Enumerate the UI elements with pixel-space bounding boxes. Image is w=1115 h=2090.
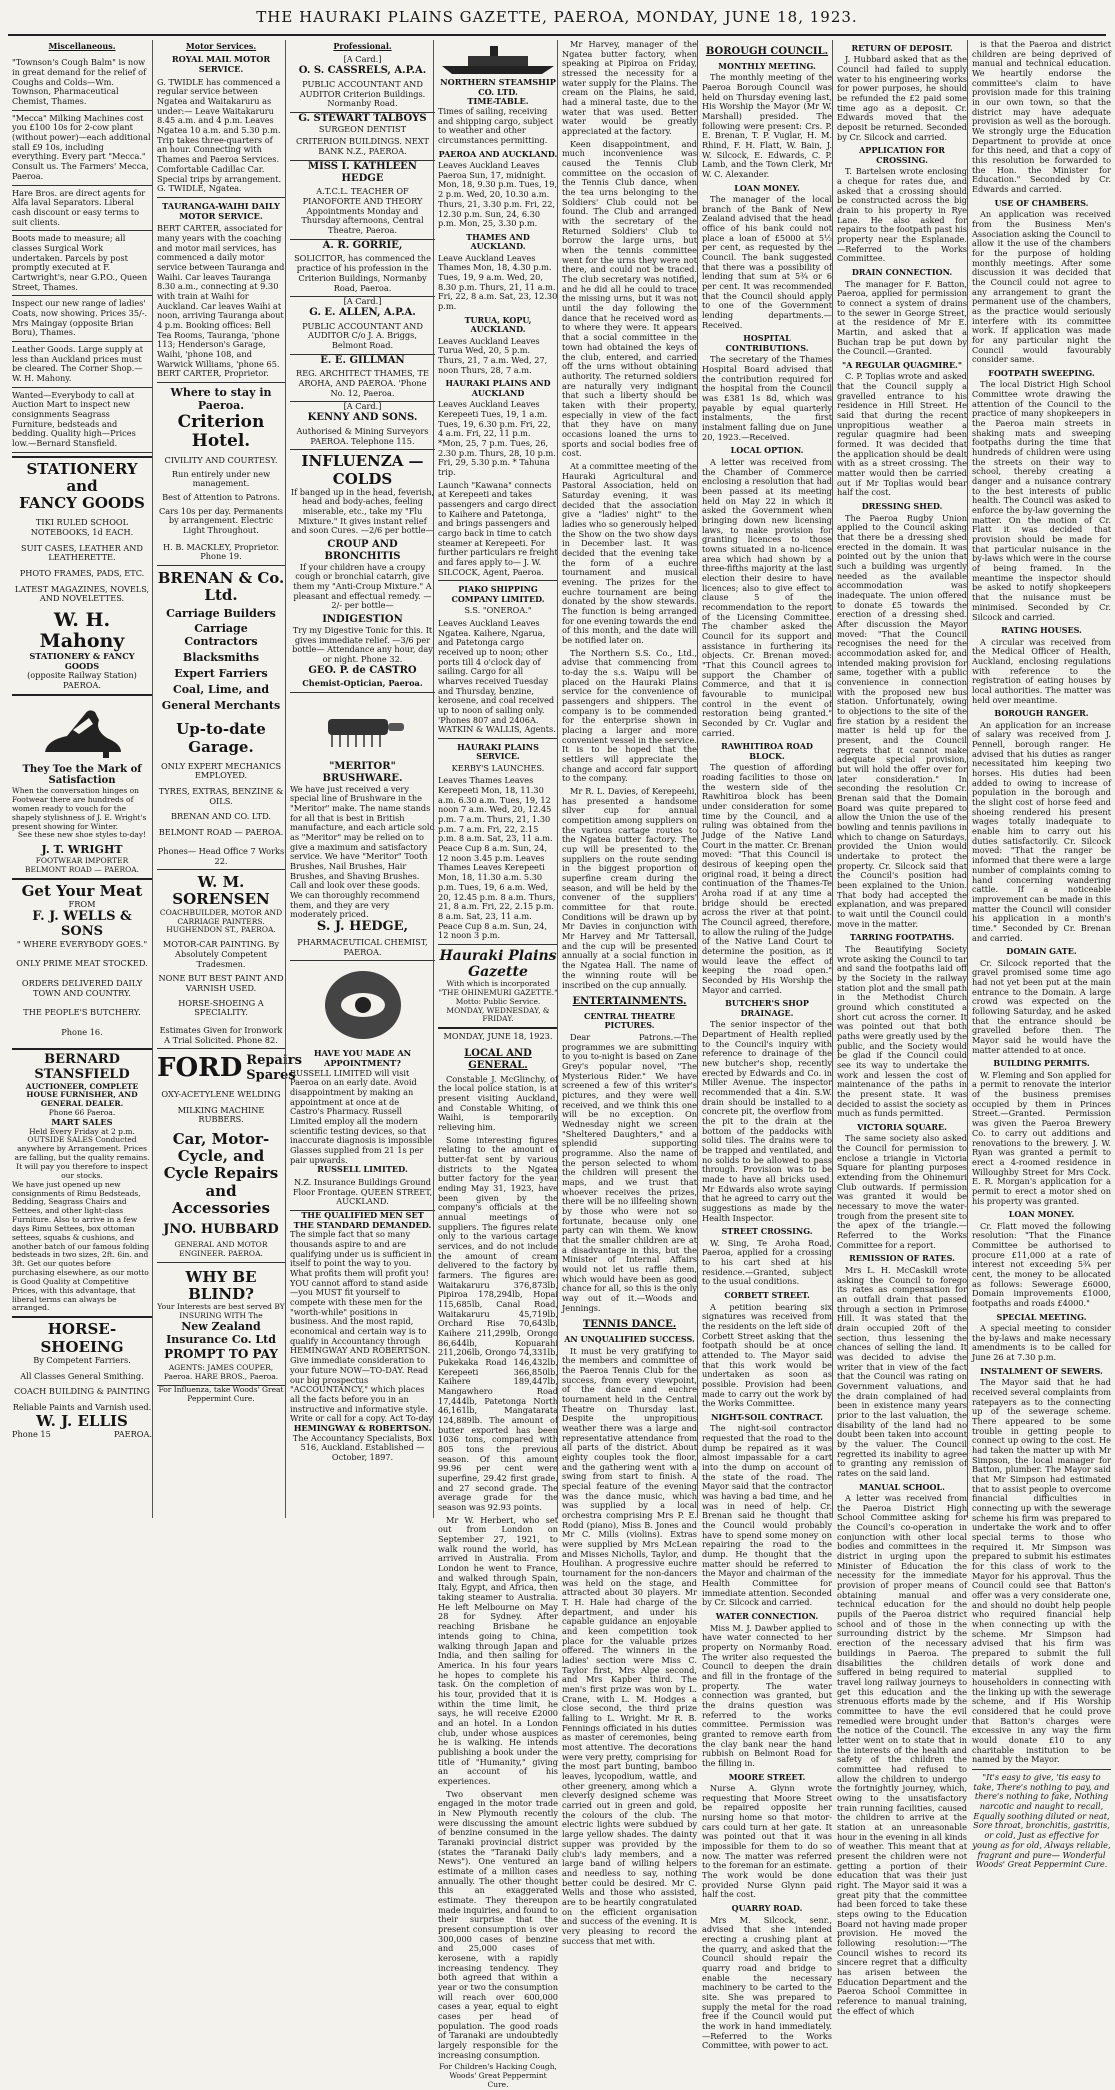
boot-see: See these new shoe styles to-day!	[17, 830, 147, 840]
c7-text-4: The Paeroa Rugby Union applied to the Council asking that there be a dressing shed erected in the domain. It was pointed out by the union that such a building was urgently needed as the available accommodation was inadequate. The union offered to donate £5 towards the erection of a dressing shed. After discussion the Mayor moved: "That the Council recognises the need for the accommodation asked for, and intended making provision for same, together with a public convenience in connection with the proposed new bus station. Unfortunately, owing to objections to the site of the fire station by a resident the matter is held up for the present, and the Council regrets that it cannot make adequate special provision, but will hold the offer over for later consideration." In seconding the resolution Cr. Brenan said that the Domain Board was quite prepared to allow the Union the use of the bowling and tennis pavilions in which to change on Saturdays, provided the Union would undertake to protect the property. Cr. Silcock said that the Council's position had been explained to the Union. That body had accepted the explanation, and was prepared to wait until the Council could move in the matter.	[837, 512, 967, 929]
column-2	[152, 40, 302, 1518]
section-head-professional: Professional.	[333, 41, 392, 51]
blind-heading: WHY BE BLIND?	[185, 1267, 257, 1304]
c6-head-8: WATER CONNECTION.	[715, 1611, 819, 1622]
cassrels-name: O. S. CASSRELS, A.P.A.	[298, 65, 427, 77]
hubbard-name: JNO. HUBBARD	[163, 1222, 279, 1238]
insure-text: Your Interests are best served BY INSURING WITH The	[157, 1302, 285, 1321]
brenan-line-4: Expert Farriers	[174, 667, 268, 681]
c7-head-0: RETURN OF DEPOSIT.	[851, 43, 953, 53]
section-head-motor: Motor Services.	[185, 41, 257, 51]
croup-heading: CROUP AND BRONCHITIS	[324, 539, 401, 562]
pa-text: Leaves Auckland Leaves Paeroa Sun, 17, midnight. Mon, 18, 9.30 p.m. Tues, 19, 2 p.m. Wed, 20, 10.30 a.m. Thurs, 21, 3.30 p.m. Fri, 22, 12.30 p.m. Sun, 24, 6.30 p.m. Mon, 25, 3.30 p.m.	[438, 160, 558, 229]
c7-head-1: APPLICATION FOR CROSSING.	[859, 145, 945, 165]
garage-belmont: BELMONT ROAD — PAEROA.	[158, 827, 284, 838]
ad-coats: Inspect our new range of ladies' Coats, now showing. Prices 35/-. Mrs Maingay (opposite Brian Boru), Thames.	[12, 296, 152, 342]
stansfield-name: BERNARD STANSFIELD	[34, 1051, 130, 1082]
c7-text-0: J. Hubbard asked that as the Council had failed to supply water to his engineering works for power purposes, he should be refunded the £2 paid some time ago as a deposit. Cr. Edwards moved that the deposit be returned. Seconded by Cr. Silcock and carried.	[837, 54, 967, 142]
garage-brenan: BRENAN AND CO. LTD.	[170, 811, 272, 822]
stansfield-sub: AUCTIONEER, COMPLETE HOUSE FURNISHER, AND GENERAL DEALER.	[25, 1081, 139, 1109]
ellis-footer	[12, 1430, 152, 1440]
influenza-footer: For Influenza, take Woods' Great Peppermint Cure.	[158, 1384, 284, 1403]
c8-text-3: An application for an increase of salary was received from J. Pennell, borough ranger. He advised that his duties as ranger necessitated him keeping two horses. His duties had been added to owing to increase of population in the borough and the slight cost of horse feed and shoeing rendered his present wages totally inadequate to enable him to carry out his duties satisfactorily. Cr. Silcock moved: "That the ranger be informed that there were a large number of complaints coming to hand concerning wandering cattle. If a noticeable improvement can be made in this matter the Council will consider his application in a month's time." Seconded by Cr. Brenan and carried.	[972, 719, 1111, 943]
mart-body: We have just opened up new consignments of Rimu Bedsteads, Bedding, Seagrass Chairs and Settees, and other light-class Furniture. Also to arrive in a few days Rimu Settees, box ottoman settees, squabs & cushions, and another batch of our famous folding bedsteads in two sizes, 2ft. 6in. and 3ft. Get our quotes before purchasing elsewhere, as our motto is Good Quality at Competitive Prices, with this advantage, that liberal terms can always be arranged.	[12, 1179, 150, 1313]
mart-text: Held Every Friday at 2 p.m. OUTSIDE SALES Conducted anywhere by Arrangement. Prices are falling, but the quality remains. It will pay you therefore to inspect our stocks.	[14, 1126, 150, 1180]
steamship-icon	[438, 42, 558, 76]
boot-text: When the conversation hinges on Footwear there are hundreds of women ready to vouch for the shapely stylishness of J. E. Wright's present showing for Winter.	[12, 786, 147, 831]
wright-name: J. T. WRIGHT	[41, 843, 123, 857]
appointment-text: RUSSELL LIMITED will visit Paeroa on an early date. Avoid disappointment by making an appointment at once at de Castro's Pharmacy. Russell Limited employ all the modern scientific testing devices, so that inaccurate diagnosis is impossible. Glasses supplied from 21 1s per pair upwards.	[290, 1067, 435, 1165]
c6-text-1: The secretary of the Thames Hospital Board advised that the contribution required for the hospital from the Council was £381 1s 8d, which was payable by equal quarterly instalments, the first instalment falling due on June 20, 1923.—Received.	[702, 354, 832, 442]
hpa-text: Leaves Auckland Leaves Kerepeeti Tues, 19, 1 a.m. Tues, 19, 6.30 p.m. Fri, 22, 4 a.m. Fri, 22, 11 p.m. *Mon, 25, 7 p.m. Tues, 26, 2.30 p.m. Thurs, 28, 10 p.m. Fri, 29, 5.30 p.m. * Tahuna trip.	[438, 399, 556, 477]
tauranga-heading: TAURANGA-WAIHI DAILY MOTOR SERVICE.	[162, 200, 280, 221]
cure-footer: For Children's Hacking Cough, Woods' Great Peppermint Cure.	[439, 2062, 557, 2090]
appointment-heading: HAVE YOU MADE AN APPOINTMENT?	[313, 1048, 412, 1068]
gillman-sub: REG. ARCHITECT THAMES, TE AROHA, AND PAEROA. 'Phone No. 12, Paeroa.	[290, 366, 435, 402]
c6-head-2: LOCAL OPTION.	[730, 445, 804, 456]
stationery-line-4: LATEST MAGAZINES, NOVELS, AND NOVELETTES.	[14, 583, 150, 604]
stansfield-phone: Phone 66 Paeroa.	[48, 1108, 116, 1118]
paper-sub: With which is incorporated "THE OHINEMURI GAZETTE." Motto: Public Service. MONDAY, WEDNESDAY, & FRIDAY.	[438, 979, 558, 1024]
c7-head-6: VICTORIA SQUARE.	[857, 1121, 947, 1132]
garage-heading: Up-to-date Garage.	[176, 720, 266, 756]
russell-sub: N.Z. Insurance Buildings Ground Floor Frontage. QUEEN STREET, AUCKLAND.	[290, 1175, 435, 1211]
horse-smithing: All Classes General Smithing.	[20, 1370, 144, 1381]
c6-head-7: NIGHT-SOIL CONTRACT.	[711, 1411, 823, 1422]
c6-head-3: RAWHITIROA ROAD BLOCK.	[721, 741, 813, 761]
ford-milking: MILKING MACHINE RUBBERS.	[177, 1104, 265, 1125]
news-para-1: Mr Harvey, manager of the Ngatea butter factory, when speaking at Pipiroa on Friday, stressed the necessity for a water supply for the Plains. The cream on the Plains, he said, had a mineral taste, due to the water that was used. Better water would be greatly appreciated at the factory.	[562, 39, 697, 137]
launch-text: Launch "Kawana" connects at Kerepeeti and takes passengers and cargo direct to Kaihere and Patetonga, and brings passengers and cargo back in time to catch steamer at Kerepeeti. For further particulars re freight and fares apply to— J. W. SILCOCK, Agent, Paeroa.	[438, 478, 558, 582]
sorensen-name: W. M. SORENSEN	[172, 873, 270, 909]
c8-head-4: DOMAIN GATE.	[1006, 946, 1077, 957]
shoe-illustration-icon	[37, 700, 127, 760]
where-heading: Where to stay in Paeroa.	[170, 385, 272, 412]
hemingway-name: HEMINGWAY & ROBERTSON.	[293, 1422, 432, 1433]
croup-text: If your children have a croupy cough or bronchial catarrh, give them my "Anti-Croup Mixture." A pleasant and effectual remedy. —2/- per bottle—	[293, 561, 432, 611]
shedge-sub: PHARMACEUTICAL CHEMIST, PAEROA.	[290, 935, 435, 961]
c8-head-1: FOOTPATH SWEEPING.	[988, 367, 1095, 378]
c8-head-0: USE OF CHAMBERS.	[994, 197, 1089, 208]
c6-head-1: HOSPITAL CONTRIBUTIONS.	[725, 333, 809, 353]
gillman-name: E. E. GILLMAN	[320, 354, 405, 366]
c7-text-7: Mrs L. H. McCaskill wrote asking the Council to forego its rates as compensation for an outfall drain that passed through a section in Primrose Hill. It was stated that the drain occupied 20ft of the section, thus lessening the chances of selling the land. It was decided to advise the writer that in view of the fact that the Council was rating on Government valuations, and the drain complained of had been in existence many years prior to the last valuation, the disability of the land had no doubt been taken into account by the valuer. The Council regretted its inability to agree to granting any remission of rates on the said land.	[837, 1264, 967, 1478]
ford-logo: FORD	[157, 1053, 243, 1084]
c7-text-5: The Beautifying Society wrote asking the Council to tar and sand the footpaths laid off by the Society in the railway station plot and the small path in the Methodist Church ground which constituted a short cut across the corner. It was pointed out that both paths were greatly used by the public, and the Society would be glad if the Council could see its way to undertake the work and lessen the cost of maintenance of the paths in the present state. It was decided to assist the society as much as funds permitted.	[837, 943, 967, 1119]
castro-name: GEO. P. de CASTRO	[308, 664, 417, 676]
criterion-mackley: H. B. MACKLEY, Proprietor. Phone 19.	[157, 540, 285, 566]
eye-illustration-icon	[318, 965, 408, 1045]
mahony-name: W. H. Mahony	[39, 609, 125, 652]
local-heading: LOCAL AND GENERAL.	[464, 1047, 532, 1071]
gorrie-sub: SOLICITOR, has commenced the practice of his profession in the Criterion Buildings, Normanby Road, Paeroa.	[290, 251, 435, 297]
ford-oxy: OXY-ACETYLENE WELDING	[161, 1088, 281, 1099]
timetable-heading: TIME-TABLE.	[467, 96, 529, 107]
indigestion-heading: INDIGESTION	[322, 614, 403, 626]
c6-head-10: QUARRY ROAD.	[731, 1903, 803, 1914]
wells-prime: ONLY PRIME MEAT STOCKED.	[16, 958, 148, 969]
sorensen-horseshoe: HORSE-SHOEING A SPECIALITY.	[178, 997, 264, 1018]
c6-text-6: A petition bearing six signatures was received from the residents on the left side of Corbett Street asking that the footpath should be at once attended to. The Mayor said that this work would be undertaken as soon as possible. Provision had been made to carry out the work by the Works Committee.	[702, 1301, 832, 1409]
pa-heading: PAEROA AND AUCKLAND.	[438, 148, 558, 159]
column-4	[433, 40, 562, 2090]
c7-text-2: The manager for F. Batton, Paeroa, applied for permission to connect a system of drains to the sewer in George Street, at the residence of Mr E. Martin, and asked that a Buchan trap be put down by the Council.—Granted.	[837, 278, 967, 357]
piako-text: Leaves Auckland Leaves Ngatea. Kaihere, Ngarua, and Patetonga cargo received up to noon; other ports till 4 o'clock day of sailing. Cargo for all wharves received Tuesday and Thursday, benzine, kerosene, and coal received up to noon of sailing only. 'Phones 807 and 2406A. WATKIN & WALLIS, Agents.	[438, 616, 558, 739]
allen-name: G. E. ALLEN, A.P.A.	[309, 306, 416, 318]
ta-text: Leave Auckland Leaves Thames Mon, 18, 4.30 p.m. Tues, 19, 9 a.m. Wed, 20, 8.30 p.m. Thurs, 21, 11 a.m. Fri, 22, 8 a.m. Sat, 23, 12.30 p.m.	[438, 252, 558, 312]
allen-sub: PUBLIC ACCOUNTANT AND AUDITOR C/o J. A. Briggs, Belmont Road.	[290, 319, 435, 355]
ad-wanted: Wanted—Everybody to call at Auction Mart to inspect new consignments Seagrass Furniture, bedsteads and bedding. Quality high—Prices low.—Bernard Stansfield.	[12, 388, 152, 453]
section-head-miscellaneous: Miscellaneous.	[48, 41, 116, 51]
ad-mecca: "Mecca" Milking Machines cost you £100 10s for 2-cow plant (without power)—each additional stall £9 10s, including everything. Every part "Mecca." Consult us. The Farmers' Mecca, Paeroa.	[12, 111, 152, 186]
wright-loc: BELMONT ROAD — PAEROA.	[24, 865, 140, 875]
ellis-name: W. J. ELLIS	[36, 1411, 128, 1430]
c8-head-2: RATING HOUSES.	[1001, 625, 1082, 636]
meat-heading: Get Your Meat	[21, 881, 143, 900]
council-intro: The monthly meeting of the Paeroa Borough Council was held on Thursday evening last, His Worship the Mayor (Mr W. Marshall) presided. The following were present: Crs. P. E. Brenan, T. P. Vuglar, H. M. Rhind, F. H. Flatt, W. Bain, J. W. Silcock, E. Edwards, C. P. Lamb, and the Town Clerk, Mr W. C. Alexander.	[702, 72, 832, 179]
stationery-and: and	[66, 476, 98, 495]
card-3: [A Card.]	[343, 401, 382, 412]
mahony-sub: STATIONERY & FANCY GOODS	[29, 650, 135, 671]
onero-heading: S.S. "ONEROA."	[464, 605, 532, 616]
column-5	[557, 39, 701, 1946]
c6-text-9: Nurse A. Glynn wrote requesting that Moore Street be repaired opposite her nursing home so that motor-cars could turn at her gate. It was pointed out that it was impossible for them to do so now. The matter was referred to the foreman for an estimate. The work would be done provided Nurse Glynn paid half the cost.	[702, 1783, 832, 1900]
c6-text-8: Miss M. J. Dawber applied to have water connected to her property on Normanby Road. The writer also requested the Council to deepen the drain and fill in the frontage of the property. The water connection was granted, but the drains question was referred to the works committee. Permission was granted to remove earth from the clay bank near the hand rubbish on Belmont Road for the filling in.	[702, 1622, 832, 1768]
c6-head-0: LOAN MONEY.	[734, 182, 800, 193]
hemingway-sub: The Accountancy Specialists, Box 516, Auckland. Established — October, 1897.	[292, 1432, 433, 1462]
talboys-name: G. STEWART TALBOYS	[298, 112, 427, 124]
masthead: THE HAURAKI PLAINS GAZETTE, PAEROA, MONDAY, JUNE 18, 1923.	[8, 8, 1106, 36]
kenny-sub: Authorised & Mining Surveyors PAEROA. Telephone 115.	[290, 424, 435, 450]
ford-repairs: Repairs	[246, 1053, 302, 1069]
wells-phone: Phone 16.	[61, 1027, 103, 1038]
council-heading: BOROUGH COUNCIL.	[705, 46, 829, 57]
column-6	[697, 40, 836, 2051]
c6-text-2: A letter was received from the Chamber of Commerce enclosing a resolution that had been passed at its meeting held on May 22 in which it asked the Government when bringing down new licensing laws, to make provision for granting licences to those towns situated in a no-licence area which had shown by a three-fifths majority at the last election their desire to have licences; also to give effect to clause 5 of the recommendation to the report of the Licensing Committee. The chamber asked the Council for its support and assistance in furthering its objects. Cr. Brenan moved: "That this Council agrees to support the Chamber of Commerce, and that it is favourable to municipal control in the event of restoration being granted." Seconded by Cr. Vuglar and carried.	[702, 456, 832, 738]
card-2: [A Card.]	[343, 296, 382, 307]
wells-butchery: THE PEOPLE'S BUTCHERY.	[23, 1007, 141, 1018]
column-7	[832, 40, 971, 2016]
central-text: Dear Patrons.—The programmes we are submitting to you to-night is based on Zane Grey's popular novel, "The Mysterious Rider." We have screened a few of this writer's pictures, and they were well received, and we think this one will be no exception. On Wednesday night we screen "Sheltered Daughters," and a splendid supporting programme. Also the name of the person selected to whom the children will present the maps, and we trust that whoever receives the prizes, there will be no illfeeling shown by those who were not so fortunate, because only one party can win them. We know that the smaller children are at a disadvantage in this, but the Minister of Internal Affairs would not let us raffle them, which would have been as good chance for all, so this is the only way out of it.—Woods and Jennings.	[562, 1031, 697, 1313]
news-para-2: Keen disappointment, and much inconvenience was caused the Tennis Club committee on the occasion of the Tennis Club dance, when the tea urns belonging to the Soldiers' Club could not be found. The Club and arranged with the secretary of the Returned Soldiers' Club to borrow the large urns, but when the tennis committee went for the urns they were not there, and could not be traced. The club secretary was notified, and he did all he could to trace the missing urns, but it was not until the day following the dance that he received word as to where they were. It appears that a social committee in the town had obtained the keys of the club, entered, and carried off the urns without obtaining authority. The returned soldiers are naturally very indignant that such a liberty should be taken with their property, especially in view of the fact that they have on many occasions loaned the urns to sports and social bodies free of cost.	[562, 138, 697, 459]
nzins-name: New Zealand Insurance Co. Ltd	[166, 1320, 276, 1346]
wells-orders: ORDERS DELIVERED DAILY TOWN AND COUNTRY.	[21, 978, 143, 998]
c7-head-3: "A REGULAR QUAGMIRE."	[841, 359, 962, 370]
horse-heading: HORSE-SHOEING	[40, 1320, 124, 1356]
ad-boots: Boots made to measure; all classes Surgical Work undertaken. Parcels by post promptly executed at F. Cartwright's, near G.P.O., Queen Street, Thames.	[12, 231, 152, 296]
tennis-text: It must be very gratifying to the members and committee of the Paeroa Tennis Club for the success, from every viewpoint, of the dance and euchre tournament held in the Central Theatre on Thursday last. Despite the unpropitious weather there was a large and representative attendance from all parts of the district. About eighty couples took the floor, and the gathering went with a swing from start to finish. A special feature of the evening was the dance music, which was supplied by a local orchestra comprising Mrs P. E. Rodd (piano), Miss B. Jones and Mr C. Mills (violins). Extras were supplied by Mrs McLean and Misses Nicholls, Taylor, and Houlihan. A progressive euchre tournament for the non-dancers was held on the stage, and attracted about 30 players. Mr T. H. Hale had charge of the department, and under his capable guidance an enjoyable and keen competition took place for the valuable prizes offered. The winners in the ladies' section were Miss C. Taylor first, Mrs Alpe second, and Mrs Kapber third. The men's first prize was won by L. Crane, with L. M. Hodges a close second, the third prize falling to L. Wright. Mr R. B. Fennings officiated in his duties as master of ceremonies, being most attentive. The decorations were very pretty, comprising for the most part bunting, bamboo leaves, lycopodium, wattle, and other greenery, among which a cleverly designed scheme was carried out in green and gold, the colours of the club. The electric lights were subdued by large yellow shades. The dainty supper was provided by the club's lady members, and a large band of willing helpers and needless to say, nothing better could be desired. Mr C. Wells and those who assisted, are to be heartily congratulated on the efficient organisation and success of the evening. It is very pleasing to record the success that met with.	[562, 1345, 697, 1946]
stationery-line-2: SUIT CASES, LEATHER AND LEATHERETTE.	[21, 542, 143, 563]
gorrie-name: A. R. GORRIE,	[322, 239, 403, 251]
brenan-heading: BRENAN & Co. Ltd.	[157, 569, 285, 605]
meritor-heading: "MERITOR" BRUSHWARE.	[322, 761, 403, 784]
brenan-line-6: General Merchants	[161, 699, 281, 713]
c8-text-7: A special meeting to consider the by-laws and make necessary amendments is to be called for June 26 at 7.30 p.m.	[972, 1323, 1111, 1363]
royal-text: G. TWIDLE has commenced a regular service between Ngatea and Waitakaruru as under:— Leave Waitakaruru 8.45 a.m. and 4 p.m. Leaves Ngatea 10 a.m. and 5.30 p.m. Trip takes three-quarters of an hour. Connecting with Thames and Paeroa Services. Comfortable Cadillac Car. Special trips by arrangement. G. TWIDLE, Ngatea.	[157, 75, 285, 198]
wright-sub: FOOTWEAR IMPORTER	[35, 856, 129, 866]
ad-hare-bros: Hare Bros. are direct agents for Alfa laval Separators. Liberal cash discount or easy terms to suit clients.	[12, 186, 152, 232]
c7-head-4: DRESSING SHED.	[861, 501, 943, 512]
ad-townson: "Townson's Cough Balm" is now in great demand for the relief of Coughs and Colds—Wm. Townson, Pharmaceutical Chemist, Thames.	[12, 55, 152, 110]
c8-text-5: W. Fleming and Son applied for a permit to renovate the interior of the business premises occupied by them in Princes Street.—Granted. Permission was given the Paeroa Brewery Co. to carry out additions and renovations to the brewery. J. W. Ryan was granted a permit to erect a 4-roomed residence in Willoughby Street for Mrs Cock. E. R. Morgan's application for a permit to erect a motor shed on his property was granted.	[972, 1069, 1111, 1206]
influenza-text: If banged up in the head, feverish, head and body-aches, feeling miserable, etc., take my "Flu Mixture." It gives instant relief and soon Cures. —2/6 per bottle—	[290, 486, 435, 536]
c8-head-6: LOAN MONEY.	[1008, 1209, 1075, 1220]
mart-heading: MART SALES	[51, 1116, 113, 1127]
nzins-agents: AGENTS: JAMES COUPER, Paeroa. HARE BROS., Paeroa.	[157, 1361, 285, 1386]
sorensen-sub: COACHBUILDER, MOTOR AND CARRIAGE PAINTERS. HUGHENDON ST., PAEROA.	[159, 907, 283, 935]
tk-heading: TURUA, KOPU, AUCKLAND.	[464, 314, 532, 335]
paper-title: Hauraki Plains Gazette	[439, 947, 557, 980]
c7-head-7: REMISSION OF RATES.	[849, 1253, 955, 1264]
hedge-name: MISS I. KATHLEEN HEDGE	[308, 160, 417, 184]
horse-sub: By Competent Farriers.	[33, 1354, 131, 1365]
c6-text-7: The night-soil contractor requested that the road to the dump be repaired as it was almost impassable for a cart into the dump on account of the state of the road. The Mayor said that the contractor was having a bad time, and he was in need of help. Cr. Brenan said he thought that the Council would probably have to spend some money on repairing the road to the dump. He thought that the matter should be referred to the Mayor and chairman of the Health Committee for immediate attention. Seconded by Cr. Silcock and carried.	[702, 1423, 832, 1608]
hubbard-sub: GENERAL AND MOTOR ENGINEER. PAEROA.	[157, 1238, 285, 1263]
local-para-4: Two observant men engaged in the motor trade in New Plymouth recently were discussing the amount of benzine consumed in the Taranaki provincial district (states the "Taranaki Daily News"). One ventured an estimate of a million cases annually. The other thought this an exaggerated estimate. They thereupon made inquiries, and found to their surprise that the present consumption is over 300,000 cases of benzine and 25,000 cases of kerosene, with a rapidly increasing tendency. They both agreed that within a year or two the consumption will reach over 600,000 cases a year, equal to eight cases per head of population. The good roads of Taranaki are undoubtedly largely responsible for the increasing consumption.	[438, 1788, 558, 2060]
russell-name: RUSSELL LIMITED.	[317, 1164, 408, 1175]
tauranga-text: BERT CARTER, associated for many years with the coaching and motor mail services, has commenced a daily motor service between Tauranga and Waihi. Car leaves Tauranga 8.30 a.m., connecting at 9.30 with train at Waihi for Auckland. Car leaves Waihi at noon, arriving Tauranga about 4 p.m. Booking offices: Bell Tea Rooms, Tauranga, 'phone 113; Henderson's Garage, Waihi, 'phone 108, and Warwick Williams, 'phone 65. BERT CARTER, Proprietor.	[157, 221, 285, 383]
mahony-town: PAEROA.	[62, 679, 102, 690]
qualified-heading: THE QUALIFIED MEN SET THE STANDARD DEMANDED.	[293, 1210, 432, 1230]
c8-text-8: The Mayor said that he had received several complaints from ratepayers as to the connecting up of the sewerage scheme. There appeared to be some trouble in getting people to connect up owing to the cost. He had taken the matter up with Mr Simpson, the local manager for Batton, plumber. The Mayor said that Mr Simpson had estimated that to assist people to overcome financial difficulties in connecting up with the sewerage scheme his firm was prepared to undertake the work and to offer special terms to those who required it. Mr Simpson was prepared to submit his estimates for this class of work to the Mayor for his approval. Thus the Council could see that Batton's offer was a very considerate one, and should no doubt help people who required financial help when connecting up with the scheme. Mr Simpson had advised that his firm was prepared to submit the full details of work done and material supplied to householders in connecting with the linking up with the sewerage scheme, and if His Worship considered that he could prove that Batton's charges were excessive in any way the firm would donate £10 to any charitable institution to be named by the Mayor.	[972, 1377, 1111, 1765]
garage-tyres: TYRES, EXTRAS, BENZINE & OILS.	[158, 786, 284, 806]
c6-text-0: The manager of the local branch of the Bank of New Zealand advised that the head office of his bank could not place a loan of £5000 at 5½ per cent, as requested by the Council. The bank suggested that there was a possibility of lending that sum at 5¾ or 6 per cent. It was recommended that the Council should apply to one of the Government lending departments.—Received.	[702, 194, 832, 330]
meritor-text: We have just received a very special line of Brushware in the "Meritor" make. The name stands for all that is best in British manufacture, and each article sold as "Meritor" may be relied on to give a maximum and satisfactory service. We have "Meritor" Tooth Brushes, Nail Brushes, Hair Brushes, and Shaving Brushes. Call and look over these goods. We can thoroughly recommend them, and they are very moderately priced.	[290, 783, 435, 920]
ford-car: Car, Motor-Cycle, and Cycle Repairs and Accessories	[163, 1129, 279, 1217]
peppermint-poem: "It's easy to give, 'tis easy to take, There's nothing to pay, and there's nothing to fake, Nothing narcotic and naught to recall, Equally soothing diluted or neat, Sore throat, bronchitis, gastritis, or cold, Just as effective for young as for old, Always reliable, fragrant and pure— Wonderful Woods' Great Peppermint Cure.	[972, 1769, 1111, 1870]
brush-illustration-icon	[318, 697, 408, 757]
stationery-line-1: TIKI RULED SCHOOL NOTEBOOKS, 1d EACH.	[30, 517, 134, 538]
criterion-heading: Criterion Hotel.	[177, 411, 265, 452]
entertainments-heading: ENTERTAINMENTS.	[572, 996, 687, 1008]
ellis-town: PAEROA.	[113, 1428, 152, 1439]
tk-text: Leaves Auckland Leaves Turua Wed, 20, 5 p.m. Thurs, 21, 7 a.m. Wed, 27, noon Thurs, 28, 7 a.m.	[438, 335, 548, 375]
c8-head-7: SPECIAL MEETING.	[996, 1311, 1087, 1322]
cassrels-sub: PUBLIC ACCOUNTANT AND AUDITOR Criterion Buildings. Normanby Road.	[290, 77, 435, 113]
c6-head-9: MOORE STREET.	[728, 1771, 806, 1782]
influenza-heading: INFLUENZA — COLDS	[301, 452, 424, 488]
column-3	[285, 40, 439, 1518]
c7-head-2: DRAIN CONNECTION.	[851, 267, 953, 278]
c8-text-1: The local District High School Committee wrote drawing the attention of the Council to the practice of many shopkeepers in the Paeroa main streets in shaking mats and sweeping footpaths during the time that hundreds of children were using the streets on their way to school, thereby creating a danger and a nuisance contrary to the best interests of public health. The Council was asked to enforce the by-law governing the matter. On the motion of Cr. Flatt it was decided that provision should be made for that particular nuisance in the by-laws which were in the course of being framed. In the meantime the inspector should be asked to notify shopkeepers that the nuisance must be minimised. Seconded by Cr. Silcock and carried.	[972, 379, 1111, 622]
ford-ad	[157, 1053, 302, 1084]
c7-text-8: A letter was received from the Paeroa District High School Committee asking for the Council's co-operation in conjunction with other local bodies and committees in the district in urging upon the Minister of Education the necessity for the immediate provision of proper means of obtaining manual and technical education for the pupils of the Paeroa district school and of those in the surrounding district by the erection of the necessary buildings in Paeroa. The disabilities the children suffered in being required to travel long railway journeys to get this education and the strenuous efforts made by the committee to have the evil remedied were brought under the notice of the Council. The letter went on to state that in the interests of the health and safety of the children the committee had refused to allow the children to undergo the fortnightly journey, which, owing to the unsatisfactory train running facilities, caused the children to arrive at the station at an unreasonable hour in the evening in all kinds of weather. This meant that at present the children were not getting a portion of their education that was their just right. The Mayor said it was a great pity that the committee had been forced to take these steps owing to the Education Board not having made proper provision. He moved the following resolution:—"The Council wishes to record its sincere regret that a difficulty has arisen between the Education Department and the Paeroa School Committee in reference to manual training, the effect of which	[837, 1493, 967, 2016]
brenan-line-1: Carriage Builders	[166, 606, 276, 620]
garage-mechanics: ONLY EXPERT MECHANICS EMPLOYED.	[160, 760, 282, 781]
paper-date: MONDAY, JUNE 18, 1923.	[443, 1031, 553, 1042]
c8-head-5: BUILDING PERMITS.	[993, 1058, 1090, 1069]
garage-phones: Phones— Head Office 7 Works 22.	[157, 844, 285, 870]
c8-intro: is that the Paeroa and district children are being deprived of manual and technical education. We heartily endorse the committee's claim to have provision made for this training in our own town, so that the district may have adequate provision as well as the borough. We strongly urge the Education Department to provide at once for this need, and that a copy of this resolution be forwarded to the Hon. the Minister for Education." Seconded by Cr. Edwards and carried.	[972, 39, 1111, 195]
c7-head-8: MANUAL SCHOOL.	[859, 1481, 945, 1492]
royal-heading: ROYAL MAIL MOTOR SERVICE.	[171, 54, 271, 75]
horse-varnish: Reliable Paints and Varnish used.	[12, 1401, 152, 1412]
brenan-line-2: Carriage Contractors	[184, 622, 258, 649]
sorensen-motorcar: MOTOR-CAR PAINTING. By Absolutely Competent Tradesmen.	[162, 939, 280, 969]
brenan-line-3: Blacksmiths	[182, 651, 260, 665]
c6-text-3: The question of affording roading facilities to those on the western side of the Rawhitiroa block has been under consideration for some time by the Council, and a ruling was obtained from the Judge of the Native Land Court in the matter. Cr. Brenan moved: "That this Council is desirous of keeping open the original road, it being a direct continuation of the Thames-Te Aroha road if at any time a bridge should be erected across the river at that point. The Council agreed, therefore, to allow the ruling of the Judge of the Native Land Court to determine the position, as it would leave the effect of keeping the road open." Seconded by His Worship the Mayor and carried.	[702, 762, 832, 995]
local-para-2: Some interesting figures relating to the amount of butter-fat sent by various districts to the Ngatea butter factory for the year ending May 31, 1923, have been given by the company's officials at the annual meetings of suppliers. The figures relate only to the various cartage services, and do not include the amount of cream delivered to the factory by farmers. The figures are: Waitakaruru 376,873lb, Pipiroa 178,294lb, Hopai 115,685lb, Canal Road, Waitakaruru 45,719lb, Orchard Rise 70,643lb, Kaihere 211,299lb, Orongo 86,644lb, Kopuarahi 211,206lb, Orongo 74,331lb, Pukekaka Road 146,432lb, Kerepeeti 366,850lb, Kaihere 189,447lb, Mangawhero Road 17,444lb, Patetonga North 46,161lb, Mangatarata 124,889lb. The amount of butter exported has been 1036 tons, compared with 805 tons the previous season. Of this amount 99.96 per cent were superfine, 29.42 first grade, and 27 second grade. The average grade for the season was 92.93 points.	[438, 1134, 558, 1513]
monthly-heading: MONTHLY MEETING.	[718, 60, 816, 71]
piako-heading: PIAKO SHIPPING COMPANY LIMITED.	[451, 584, 545, 604]
hpa-heading: HAURAKI PLAINS AND AUCKLAND	[445, 378, 551, 398]
criterion-best: Best of Attention to Patrons.	[162, 491, 280, 502]
c7-text-6: The same society also asked the Council for permission to enclose a triangle in Victoria Square for planting purposes extending from the Ohinemuri Club outwards. If permission was granted it would be necessary to move the water-trough from the present site to the apex of the triangle.—Referred to the Works Committee for a report.	[837, 1133, 967, 1250]
kenny-name: KENNY AND SONS.	[307, 412, 418, 424]
sorensen-nonebut: NONE BUT BEST PAINT AND VARNISH USED.	[158, 973, 284, 993]
criterion-cars: Cars 10s per day. Permanents by arrangement. Electric Light Throughout.	[159, 505, 283, 535]
c6-head-5: STREET CROSSING.	[721, 1226, 813, 1237]
c6-head-6: CORBETT STREET.	[724, 1290, 810, 1301]
kerby-heading: KERBY'S LAUNCHES.	[451, 762, 545, 773]
stationery-heading: STATIONERY	[26, 459, 138, 478]
company-name: NORTHERN STEAMSHIP CO. LTD.	[440, 77, 556, 97]
sorensen-estimates: Estimates Given for Ironwork A Trial Solicited. Phone 82.	[157, 1023, 285, 1049]
stationery-fancy: FANCY GOODS	[19, 494, 145, 513]
talboys-loc: CRITERION BUILDINGS. NEXT BANK N.Z., PAEROA.	[290, 134, 435, 160]
c8-head-8: INSTALMENT OF SEWERS.	[980, 1365, 1103, 1376]
card-1: [A Card.]	[343, 54, 382, 65]
nzins-prompt: PROMPT TO PAY	[164, 1346, 278, 1361]
c8-text-4: Cr. Silcock reported that the gravel promised some time ago had not yet been put at the main entrance to the Domain. A large crowd was expected on the following Saturday, and he asked that the entrance should be gravelled before then. The Mayor said he would have the matter attended to at once.	[972, 957, 1111, 1055]
wells-sub: " WHERE EVERYBODY GOES."	[16, 938, 148, 949]
news-para-5: Mr R. L. Davies, of Kerepeehi, has presented a handsome silver cup for annual competition among suppliers on the various cartage routes to the Ngatea butter factory. The cup will be presented to the suppliers on the route sending in the biggest proportion of superfine cream during the season, and will be held by the convener of the suppliers' committee for that route. Conditions will be drawn up by Mr Davies in conjunction with Mr Harvey and Mr Tattersall, and the cup will be presented annually at a social function in the Ngatea Hall. The name of the winning route will be inscribed on the cup annually.	[562, 786, 697, 990]
column-1	[8, 40, 156, 1518]
central-heading: CENTRAL THEATRE PICTURES.	[583, 1010, 676, 1031]
ta-heading: THAMES AND AUCKLAND.	[466, 231, 530, 252]
c7-text-1: T. Bartelsen wrote enclosing a cheque for rates due, and asked that a crossing should be constructed across the big drain to his property in Rye Lane. He also asked for repairs to the footpath past his property near the Esplanade.—Referred to the Works Committee.	[837, 166, 967, 264]
criterion-run: Run entirely under new management.	[171, 468, 271, 489]
c8-text-0: An application was received from the Business Men's Association asking the Council to allow it the use of the chambers for the purpose of holding monthly meetings. After some discussion it was decided that the Council could not agree to any arrangement to grant the permanent use of the chambers, as the practice would seriously interfere with its committee work. If application was made for any particular night the Council would favourably consider same.	[972, 209, 1111, 365]
talboys-sub: SURGEON DENTIST	[318, 123, 407, 134]
ford-spares: Spares	[246, 1067, 296, 1083]
c8-text-2: A circular was received from the Medical Officer of Health, Auckland, enclosing regulations with reference to the registration of eating houses by local authorities. The matter was held over meantime.	[972, 636, 1111, 705]
news-para-4: The Northern S.S. Co., Ltd., advise that commencing from to-day the s.s. Waipu will be placed on the Hauraki Plains service for the convenience of passengers and shippers. The company is to be commended for the enterprise shown in placing a larger and more convenient vessel in the service. It is to be hoped that the settlers will appreciate the change and accord fair support to the company.	[562, 647, 697, 784]
castro-sub: Chemist-Optician, Paeroa.	[290, 676, 435, 693]
qualified-text: The simple fact that so many thousands aspire to and are qualifying under us is sufficient in itself to point the way to you. What profits them will profit you! YOU cannot afford to stand aside—you MUST fit yourself to compete with these men for the "worth-while" positions in business. And the most rapid, economical and certain way is to qualify in Accountancy through HEMINGWAY AND ROBERTSON. Give immediate consideration to your future NOW—TO-DAY. Read our big prospectus "ACCOUNTANCY," which places all the facts before you in an instructive and informative style. Write or call for a copy. Act To-day.	[290, 1229, 435, 1424]
local-para-3: Mr W. Herbert, who set out from London on September 27, 1921, to walk round the world, has arrived in Australia. From London he went to France, and walked through Spain, Italy, Egypt, and Africa, then taking steamer to Australia. He left Melbourne on May 28 for Sydney. After reaching Brisbane he intends going to China, walking through Japan and India, and then sailing for America. In his four years he hopes to complete his task. On the completion of his tour, provided that it is within the time limit, he says, he will receive £2000 and an hotel. In a London club, under whose auspices he is walking. He intends publishing a book under the title of "Humanity," giving an account of his experiences.	[438, 1514, 558, 1786]
c8-head-3: BOROUGH RANGER.	[994, 708, 1089, 719]
shedge-name: S. J. HEDGE,	[316, 919, 409, 935]
timetable-note: Times of sailing, receiving and shipping cargo, subject to weather and other circumstances permitting.	[438, 106, 554, 146]
c6-text-10: Mrs M. Silcock, senr., advised that she intended erecting a crushing plant at the quarry, and asked that the Council should repair the quarry road and bridge to enable the necessary machinery to be carted to the site. She was prepared to supply the metal for the road free if the Council would put the work in hand immediately.—Referred to the Works Committee, with power to act.	[702, 1914, 832, 2051]
c6-text-4: The senior inspector of the Department of Health replied to the Council's inquiry with reference to drainage of the new butcher's shop, recently erected by Edwards and Co. in Miller Avenue. The inspector recommended that a 4in. S.W. drain should be installed to a concrete pit, the overflow from the pit to the drain at the bottom of the paddocks with solid tiles. The drains were to be trapped and ventilated, and no solids to be allowed to pass through. Provision was to be made to have all bricks used. Mr Edwards also wrote saying that he agreed to carry out the suggestions as made by the Health Inspector.	[702, 1019, 832, 1223]
news-para-3: At a committee meeting of the Hauraki Agricultural and Pastoral Association, held on Saturday evening, it was decided that the association give a "ladies' night" to the ladies who so generously helped the Show on the two show days in December last. It was decided that the evening take the form of a euchre tournament and musical evening. The prizes for the euchre tournament are being donated by the show stewards. The function is being arranged for one evening towards the end of this month, and the date will be notified later on.	[562, 460, 697, 645]
local-para-1: Constable J. McGlinchy, of the local police station, is at present visiting Auckland, and Constable Whiting, of Waihi, is temporarily relieving him.	[438, 1073, 558, 1132]
ad-leather: Leather Goods. Large supply at less than Auckland prices must be cleared. The Corner Shop.—W. H. Mahony.	[12, 342, 152, 388]
c6-text-5: W. Sing, Te Aroha Road, Paeroa, applied for a crossing to his cart shed at his residence.—Granted, subject to the usual conditions.	[702, 1237, 832, 1287]
c7-text-3: C. P. Toplias wrote and asked that the Council supply a gravelled entrance to his residence in Hill Street. He said that during the recent unpropitious weather a regular quagmire had been formed. It was decided that the application should be dealt with as a street crossing. The matter would then be carried out if Mr Toplias would bear half the cost.	[837, 371, 967, 498]
tennis-heading: TENNIS DANCE.	[582, 1319, 677, 1331]
ellis-phone: Phone 15	[12, 1428, 51, 1439]
tennis-sub: AN UNQUALIFIED SUCCESS.	[564, 1334, 695, 1345]
brenan-line-5: Coal, Lime, and	[172, 683, 270, 697]
indigestion-text: Try my Digestive Tonic for this. It gives immediate relief. —3/6 per bottle— Attendance any hour, day or night. Phone 32.	[292, 624, 433, 664]
meat-from: FROM	[68, 899, 96, 910]
c6-head-4: BUTCHER'S SHOP DRAINAGE.	[725, 998, 809, 1018]
mahony-loc: (opposite Railway Station)	[27, 670, 137, 681]
hedge-sub: A.T.C.L. TEACHER OF PIANOFORTE AND THEORY Appointments Monday and Thursday afternoons, Central Theatre, Paeroa.	[290, 184, 435, 239]
c7-head-5: TARRING FOOTPATHS.	[849, 932, 955, 943]
c8-text-6: Cr. Flatt moved the following resolution: "That the Finance Committee be authorised to procure £11,000 at a rate of interest not exceeding 5¾ per cent, the money to be allocated as follows: Sewerage £6000, Domain improvements £1000, footpaths and roads £4000."	[972, 1220, 1111, 1309]
criterion-civility: CIVILITY AND COURTESY.	[164, 454, 278, 465]
hps-heading: HAURAKI PLAINS SERVICE.	[457, 741, 539, 762]
wells-name: F. J. WELLS & SONS	[32, 908, 132, 939]
horse-coach: COACH BUILDING & PAINTING	[14, 1386, 150, 1397]
boot-title: They Toe the Mark of Satisfaction	[22, 763, 142, 787]
column-8	[967, 39, 1115, 1870]
stationery-line-3: PHOTO FRAMES, PADS, ETC.	[19, 568, 145, 579]
kerby-text: Leaves Thames Leaves Kerepeeti Mon, 18, 11.30 a.m. 6.30 a.m. Tues, 19, 12 noon 7 a.m. Wed, 20, 12.45 p.m. 7 a.m. Thurs, 21, 1.30 p.m. 7 a.m. Fri, 22, 2.15 p.m. 8 a.m. Sat, 23, 11 a.m. Peace Cup 8 a.m. Sun, 24, 12 noon 3.45 p.m. Leaves Thames Leaves Kerepeeti Mon, 18, 11.30 a.m. 5.30 p.m. Tues, 19, 6 a.m. Wed, 20, 12.45 p.m. 8 a.m. Thurs, 21, 8 a.m. Fri, 22, 2.15 p.m. 8 a.m. Sat, 23, 11 a.m. Peace Cup 8 a.m. Sun, 24, 12 noon 3 p.m.	[438, 773, 558, 944]
